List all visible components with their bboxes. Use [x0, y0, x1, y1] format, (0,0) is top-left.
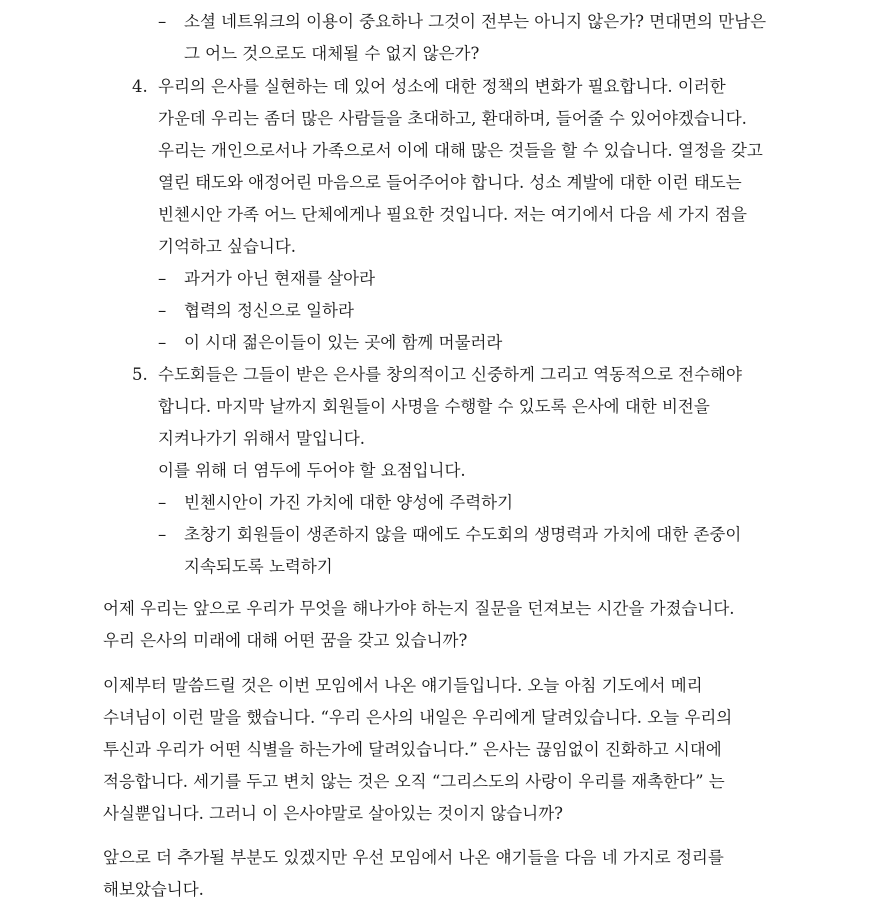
text-line: 수도회들은 그들이 받은 은사를 창의적이고 신중하게 그리고 역동적으로 전수해야	[158, 365, 742, 384]
text-line: 지켜나가기 위해서 말입니다.	[158, 429, 366, 448]
text-line: 가운데 우리는 좀더 많은 사람들을 초대하고, 환대하며, 들어줄 수 있어야겠습니다.	[158, 109, 747, 128]
text-line: 우리는 개인으로서나 가족으로서 이에 대해 많은 것들을 할 수 있습니다. 열정을 갖고	[158, 141, 763, 160]
text-line: 그 어느 것으로도 대체될 수 없지 않은가?	[184, 44, 480, 63]
text-line: 합니다. 마지막 날까지 회원들이 사명을 수행할 수 있도록 은사에 대한 비전을	[158, 397, 710, 416]
bullet-dash: –	[158, 12, 167, 31]
bullet-dash: –	[158, 493, 167, 512]
bullet-dash: –	[158, 301, 167, 320]
paragraph-line: 해보았습니다.	[103, 880, 204, 899]
bullet-item: 초창기 회원들이 생존하지 않을 때에도 수도회의 생명력과 가치에 대한 존중이	[184, 525, 742, 544]
text-line: 소셜 네트워크의 이용이 중요하나 그것이 전부는 아니지 않은가? 면대면의 만남은	[184, 12, 767, 31]
paragraph-line: 이제부터 말씀드릴 것은 이번 모임에서 나온 얘기들입니다. 오늘 아침 기도에서 메리	[103, 676, 703, 695]
paragraph-line: 어제 우리는 앞으로 우리가 무엇을 해나가야 하는지 질문을 던져보는 시간을 가졌습니다.	[103, 599, 735, 618]
bullet-item-continuation: 지속되도록 노력하기	[184, 557, 333, 576]
list-number: 5.	[132, 365, 148, 384]
text-line: 우리의 은사를 실현하는 데 있어 성소에 대한 정책의 변화가 필요합니다. 이러한	[158, 77, 726, 96]
bullet-dash: –	[158, 269, 167, 288]
bullet-item: 과거가 아닌 현재를 살아라	[184, 269, 376, 288]
paragraph-line: 적응합니다. 세기를 두고 변치 않는 것은 오직 “그리스도의 사랑이 우리를 재촉한다” 는	[103, 772, 725, 791]
list-number: 4.	[132, 77, 148, 96]
text-line: 이를 위해 더 염두에 두어야 할 요점입니다.	[158, 461, 466, 480]
bullet-item: 이 시대 젊은이들이 있는 곳에 함께 머물러라	[184, 333, 503, 352]
text-line: 열린 태도와 애정어린 마음으로 들어주어야 합니다. 성소 계발에 대한 이런 태도는	[158, 173, 742, 192]
paragraph-line: 사실뿐입니다. 그러니 이 은사야말로 살아있는 것이지 않습니까?	[103, 804, 563, 823]
bullet-dash: –	[158, 333, 167, 352]
bullet-dash: –	[158, 525, 167, 544]
text-line: 빈첸시안 가족 어느 단체에게나 필요한 것입니다. 저는 여기에서 다음 세 가지 점을	[158, 205, 747, 224]
paragraph-line: 앞으로 더 추가될 부분도 있겠지만 우선 모임에서 나온 얘기들을 다음 네 가지로 정리를	[103, 848, 724, 867]
bullet-item: 협력의 정신으로 일하라	[184, 301, 354, 320]
paragraph-line: 수녀님이 이런 말을 했습니다. “우리 은사의 내일은 우리에게 달려있습니다. 오늘 우리의	[103, 708, 733, 727]
bullet-item: 빈첸시안이 가진 가치에 대한 양성에 주력하기	[184, 493, 514, 512]
paragraph-line: 우리 은사의 미래에 대해 어떤 꿈을 갖고 있습니까?	[103, 631, 468, 650]
paragraph-line: 투신과 우리가 어떤 식별을 하는가에 달려있습니다.” 은사는 끊임없이 진화하고 시대에	[103, 740, 722, 759]
text-line: 기억하고 싶습니다.	[158, 237, 297, 256]
